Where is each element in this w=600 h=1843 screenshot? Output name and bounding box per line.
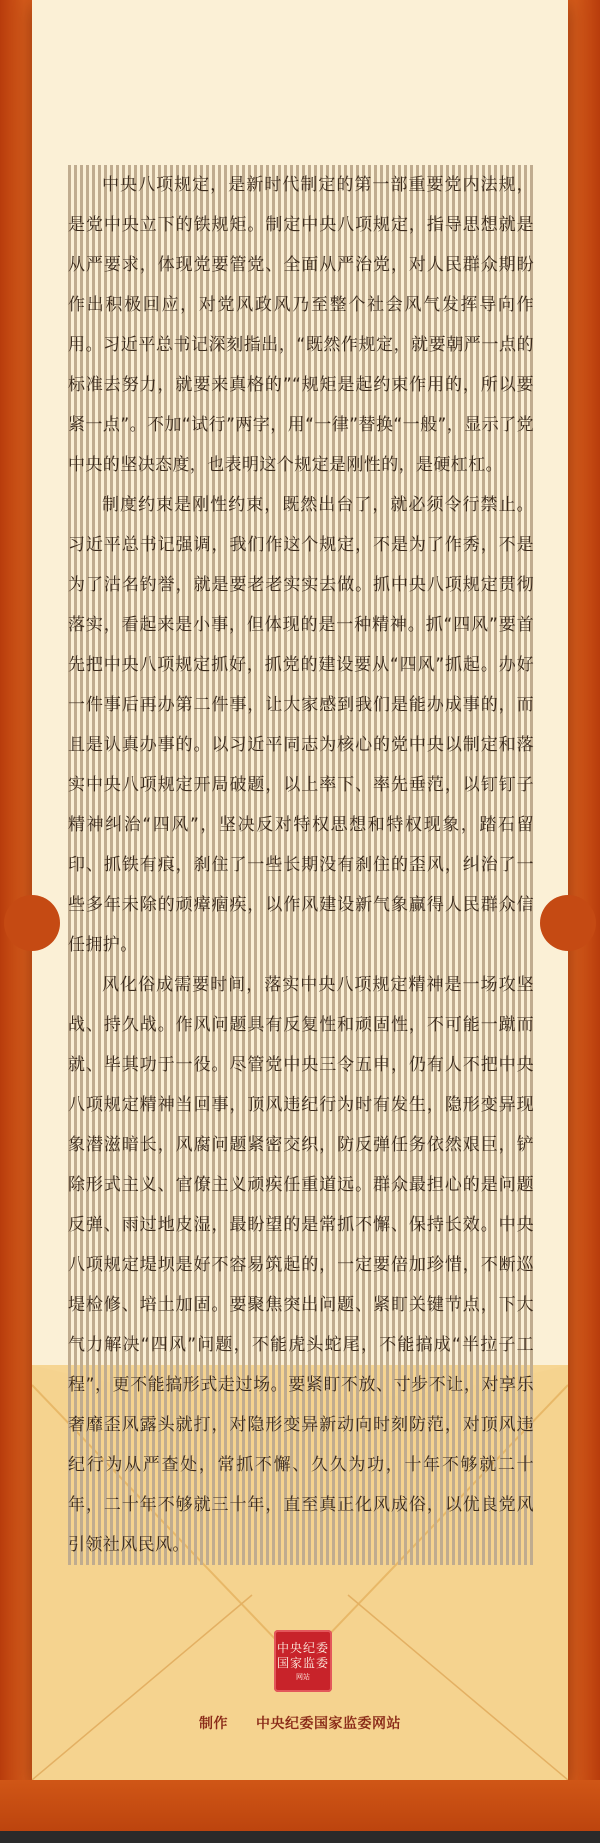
paragraph-2: 制度约束是刚性约束，既然出台了，就必须令行禁止。习近平总书记强调，我们作这个规定，不是为了作秀，不是为了沽名钓誉，就是要老老实实去做。抓中央八项规定贯彻落实，看起来是小事，但体现的是一种精神。抓“四风”要首先把中央八项规定抓好，抓党的建设要从“四风”抓起。办好一件事后再办第二件事，让大家感到我们是能办成事的，而且是认真办事的。以习近平同志为核心的党中央以制定和落实中央八项规定开局破题，以上率下、率先垂范，以钉钉子精神纠治“四风”，坚决反对特权思想和特权现象，踏石留印、抓铁有痕，刹住了一些长期没有刹住的歪风，纠治了一些多年未除的顽瘴痼疾，以作风建设新气象赢得人民群众信任拥护。 [68, 485, 534, 965]
credit-org: 中央纪委国家监委网站 [256, 1716, 401, 1732]
seal-line-2: 国家监委 [276, 1655, 329, 1670]
bottom-band [0, 1780, 600, 1843]
publisher-seal [274, 1630, 332, 1692]
paragraph-1: 中央八项规定，是新时代制定的第一部重要党内法规，是党中央立下的铁规矩。制定中央八项规定，指导思想就是从严要求，体现党要管党、全面从严治党，对人民群众期盼作出积极回应，对党风政风乃至整个社会风气发挥导向作用。习近平总书记深刻指出，“既然作规定，就要朝严一点的标准去努力，就要来真格的”“规矩是起约束作用的，所以要紧一点”。不加“试行”两字，用“一律”替换“一般”，显示了党中央的坚决态度，也表明这个规定是刚性的，是硬杠杠。 [68, 165, 534, 485]
seal-line-1: 中央纪委 [276, 1640, 329, 1655]
production-credit [0, 1713, 600, 1733]
article-body [68, 165, 534, 1565]
right-notch [540, 895, 596, 951]
paragraph-3: 风化俗成需要时间，落实中央八项规定精神是一场攻坚战、持久战。作风问题具有反复性和顽固性，不可能一蹴而就、毕其功于一役。尽管党中央三令五申，仍有人不把中央八项规定精神当回事，顶风违纪行为时有发生，隐形变异现象潜滋暗长，风腐问题紧密交织，防反弹任务依然艰巨，铲除形式主义、官僚主义顽疾任重道远。群众最担心的是问题反弹、雨过地皮湿，最盼望的是常抓不懈、保持长效。中央八项规定堤坝是好不容易筑起的，一定要倍加珍惜，不断巡堤检修、培土加固。要聚焦突出问题、紧盯关键节点，下大气力解决“四风”问题，不能虎头蛇尾，不能搞成“半拉子工程”，更不能搞形式走过场。要紧盯不放、寸步不让，对享乐奢靡歪风露头就打，对隐形变异新动向时刻防范，对顶风违纪行为从严查处，常抓不懈、久久为功，十年不够就二十年，二十年不够就三十年，直至真正化风成俗，以优良党风引领社风民风。 [68, 965, 534, 1565]
credit-label: 制作 [199, 1716, 228, 1732]
seal-line-3: 网站 [296, 1672, 310, 1681]
left-notch [4, 895, 60, 951]
